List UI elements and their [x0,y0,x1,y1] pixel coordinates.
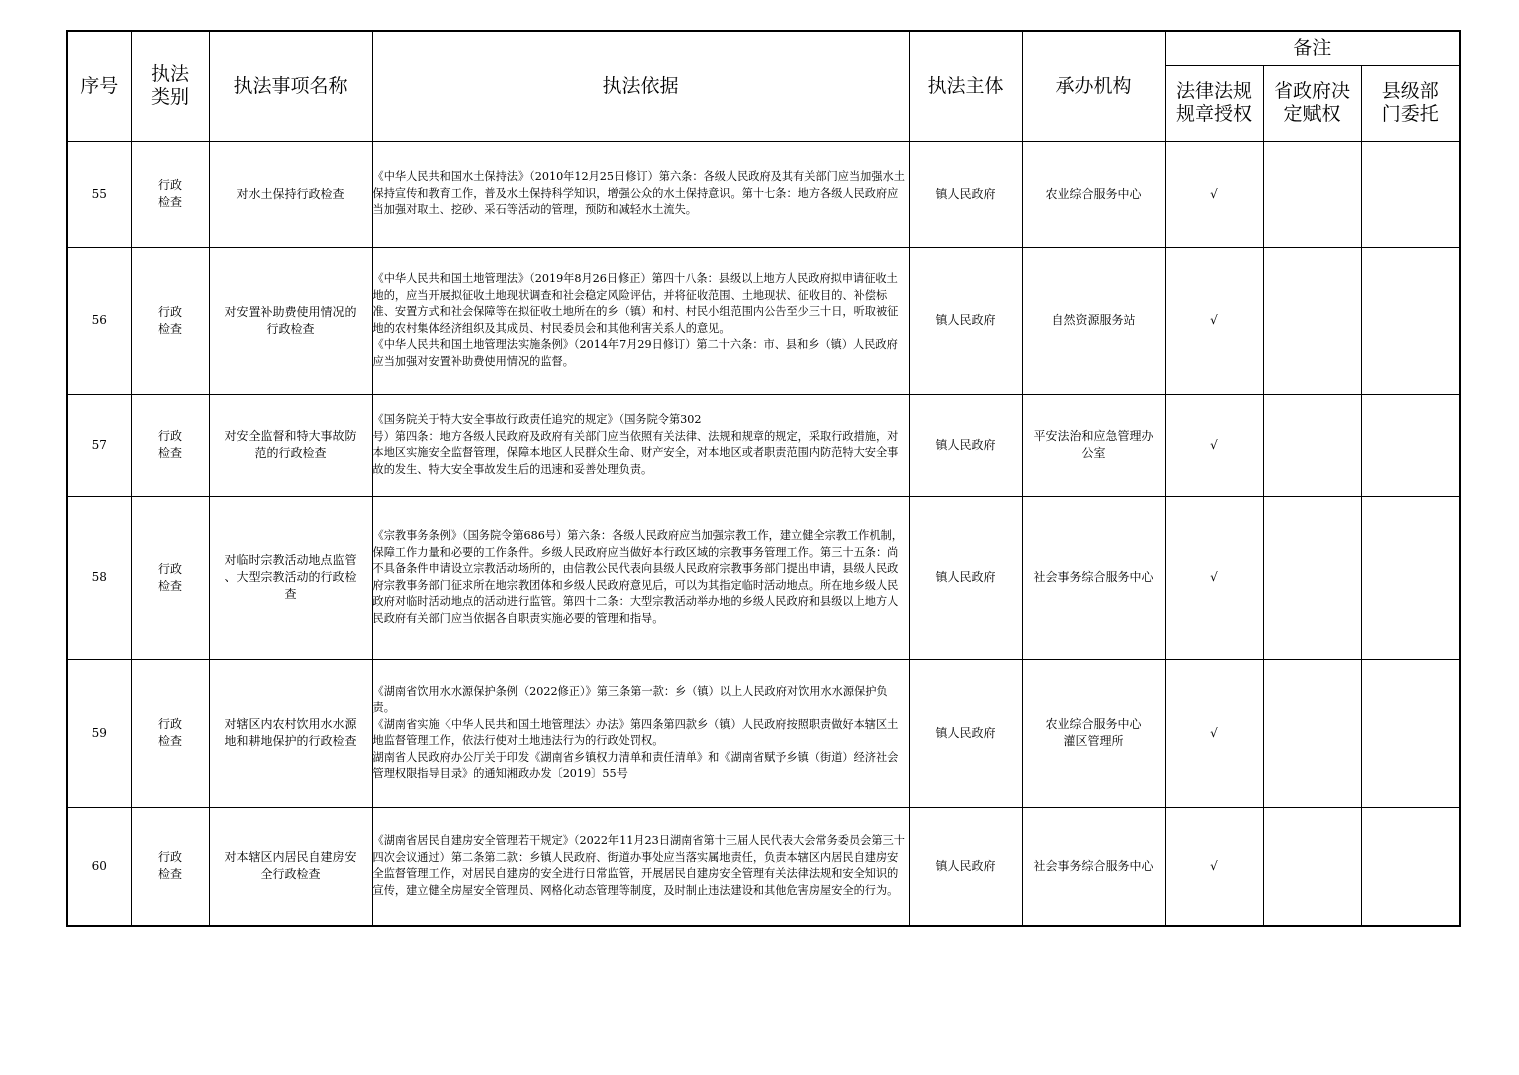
row-category-line: 行政 [157,850,182,865]
row-basis [372,807,909,926]
table-row [67,659,1460,807]
row-item-name-line: 对水土保持行政检查 [236,186,345,201]
row-agency-line: 自然资源服务站 [1051,313,1136,327]
header-remarks: 备注 [1165,31,1460,65]
row-basis-line: 《湖南省实施〈中华人民共和国土地管理法〉办法》第四条第四款乡（镇）人民政府按照职责做好本辖区土地监督管理工作，依法行使对土地违法行为的行政处罚权。 [372,717,899,747]
header-prov-auth-line: 省政府决 [1273,80,1350,102]
table-row [67,141,1460,247]
row-agency-line: 社会事务综合服务中心 [1033,570,1154,584]
row-item-name-line: 全行政检查 [260,867,321,882]
row-category-line: 检查 [157,321,182,336]
row-law-auth-check: √ [1165,141,1263,247]
row-prov-auth [1263,141,1361,247]
row-basis [372,141,909,247]
row-agency [1022,496,1165,659]
header-row-top [67,31,1460,65]
row-law-auth-check: √ [1165,496,1263,659]
row-item-name-line: 对辖区内农村饮用水水源 [224,717,357,731]
row-basis [372,659,909,807]
row-subject: 镇人民政府 [909,659,1022,807]
row-seq: 59 [67,659,131,807]
row-agency-line: 社会事务综合服务中心 [1033,858,1154,873]
row-basis-line: 《湖南省居民自建房安全管理若干规定》（2022年11月23日湖南省第十三届人民代表大会常务委员会第三十四次会议通过）第二条第二款：乡镇人民政府、街道办事处应当落实属地责任，负责本辖区内居民自建房安全监督管理工作，对居民自建房的安全进行日常监管，开展居民自建房安全管理有关法律法规和安全知识的宣传，建立健全房屋安全管理员、网格化动态管理等制度，及时制止违法建设和其他危害房屋安全的行为。 [372,834,905,897]
row-item-name [209,247,372,394]
row-category-line: 行政 [157,304,182,319]
row-agency-line: 平安法治和应急管理办 [1033,429,1154,443]
row-category-line: 行政 [157,178,182,192]
row-item-name-line: 查 [284,587,297,601]
row-seq: 60 [67,807,131,926]
header-county-auth-line: 县级部 [1381,80,1439,102]
row-prov-auth [1263,394,1361,496]
row-law-auth-check: √ [1165,659,1263,807]
row-basis [372,247,909,394]
row-prov-auth [1263,496,1361,659]
header-seq: 序号 [67,31,131,141]
row-subject: 镇人民政府 [909,807,1022,926]
row-category-line: 检查 [157,867,182,882]
row-seq: 56 [67,247,131,394]
row-item-name-line: 行政检查 [266,321,315,336]
header-category-line: 执法 [150,63,189,86]
row-basis-line: 号）第四条：地方各级人民政府及政府有关部门应当依照有关法律、法规和规章的规定，采取行政措施，对本地区实施安全监督管理，保障本地区人民群众生命、财产安全，对本地区或者职责范围内防范特大安全事故的发生、特大安全事故发生后的迅速和妥善处理负责。 [372,429,899,476]
row-county-auth [1361,659,1460,807]
row-category-line: 检查 [157,578,182,593]
row-category [131,247,209,394]
row-subject: 镇人民政府 [909,496,1022,659]
row-item-name-line: 对安置补助费使用情况的 [224,304,357,319]
row-law-auth-check: √ [1165,807,1263,926]
row-county-auth [1361,496,1460,659]
row-subject: 镇人民政府 [909,247,1022,394]
row-category [131,659,209,807]
row-agency [1022,247,1165,394]
row-agency-line: 农业综合服务中心 [1045,717,1142,731]
header-law-auth [1165,65,1263,141]
row-agency-line: 农业综合服务中心 [1045,186,1142,201]
row-agency [1022,659,1165,807]
row-item-name [209,394,372,496]
row-basis-line: 《中华人民共和国土地管理法》（2019年8月26日修正）第四十八条：县级以上地方人民政府拟申请征收土地的，应当开展拟征收土地现状调查和社会稳定风险评估，并将征收范围、土地现状、征收目的、补偿标准、安置方式和社会保障等在拟征收土地所在的乡（镇）和村、村民小组范围内公告至少三十日，听取被征地的农村集体经济组织及其成员、村民委员会和其他利害关系人的意见。 [372,272,899,335]
table-row [67,807,1460,926]
row-basis-line: 《国务院关于特大安全事故行政责任追究的规定》（国务院令第302 [372,413,702,426]
row-seq: 58 [67,496,131,659]
row-law-auth-check: √ [1165,247,1263,394]
row-category [131,394,209,496]
header-category-line: 类别 [150,86,189,109]
row-prov-auth [1263,247,1361,394]
header-basis: 执法依据 [372,31,909,141]
row-category-line: 行政 [157,561,182,576]
row-agency-line: 灌区管理所 [1063,734,1124,748]
header-law-auth-line: 法律法规 [1175,80,1252,102]
header-county-auth [1361,65,1460,141]
table-row [67,496,1460,659]
row-agency-line: 公室 [1081,446,1106,460]
header-law-auth-line: 规章授权 [1175,103,1252,125]
row-law-auth-check: √ [1165,394,1263,496]
row-category [131,141,209,247]
row-item-name-line: 对临时宗教活动地点监管 [224,553,357,567]
row-item-name-line: 范的行政检查 [254,446,327,460]
row-basis-line: 《中华人民共和国土地管理法实施条例》（2014年7月29日修订）第二十六条：市、县和乡（镇）人民政府应当加强对安置补助费使用情况的监督。 [372,338,898,368]
row-item-name-line: 、大型宗教活动的行政检 [224,570,357,584]
row-category [131,496,209,659]
row-item-name [209,659,372,807]
row-seq: 57 [67,394,131,496]
row-county-auth [1361,141,1460,247]
row-prov-auth [1263,659,1361,807]
header-category [131,31,209,141]
header-item-name: 执法事项名称 [209,31,372,141]
row-category-line: 检查 [157,734,182,748]
row-prov-auth [1263,807,1361,926]
row-item-name [209,496,372,659]
row-category-line: 行政 [157,429,182,443]
row-agency [1022,394,1165,496]
row-basis [372,394,909,496]
header-prov-auth-line: 定赋权 [1283,103,1341,125]
row-subject: 镇人民政府 [909,141,1022,247]
row-item-name-line: 对本辖区内居民自建房安 [224,850,357,865]
row-basis-line: 《宗教事务条例》（国务院令第686号）第六条：各级人民政府应当加强宗教工作，建立健全宗教工作机制，保障工作力量和必要的工作条件。乡级人民政府应当做好本行政区域的宗教事务管理工作。第三十五条：尚不具备条件申请设立宗教活动场所的，由信教公民代表向县级人民政府宗教事务部门提出申请，县级人民政府宗教事务部门征求所在地宗教团体和乡级人民政府意见后，可以为其指定临时活动地点。所在地乡级人民政府对临时活动地点的活动进行监管。第四十二条：大型宗教活动举办地的乡级人民政府和县级以上地方人民政府有关部门应当依据各自职责实施必要的管理和指导。 [372,529,903,625]
table-row [67,247,1460,394]
row-agency [1022,807,1165,926]
row-subject: 镇人民政府 [909,394,1022,496]
row-county-auth [1361,394,1460,496]
header-county-auth-line: 门委托 [1381,103,1439,125]
header-prov-auth [1263,65,1361,141]
enforcement-items-table [66,30,1461,927]
row-basis-line: 《中华人民共和国水土保持法》（2010年12月25日修订）第六条：各级人民政府及其有关部门应当加强水土保持宣传和教育工作，普及水土保持科学知识，增强公众的水土保持意识。第十七条：地方各级人民政府应当加强对取土、挖砂、采石等活动的管理，预防和减轻水土流失。 [372,170,905,217]
row-category-line: 行政 [157,717,182,731]
row-category [131,807,209,926]
row-basis-line: 《湖南省饮用水水源保护条例（2022修正）》第三条第一款：乡（镇）以上人民政府对饮用水水源保护负责。 [372,684,888,714]
row-county-auth [1361,247,1460,394]
row-item-name [209,141,372,247]
row-basis [372,496,909,659]
row-item-name [209,807,372,926]
row-item-name-line: 对安全监督和特大事故防 [224,429,357,443]
row-county-auth [1361,807,1460,926]
header-subject: 执法主体 [909,31,1022,141]
row-category-line: 检查 [157,446,182,460]
row-agency [1022,141,1165,247]
row-item-name-line: 地和耕地保护的行政检查 [224,734,357,748]
row-category-line: 检查 [157,195,182,209]
header-agency: 承办机构 [1022,31,1165,141]
row-basis-line: 湖南省人民政府办公厅关于印发《湖南省乡镇权力清单和责任清单》和《湖南省赋予乡镇（街道）经济社会管理权限指导目录》的通知湘政办发〔2019〕55号 [372,750,899,780]
row-seq: 55 [67,141,131,247]
table-row [67,394,1460,496]
